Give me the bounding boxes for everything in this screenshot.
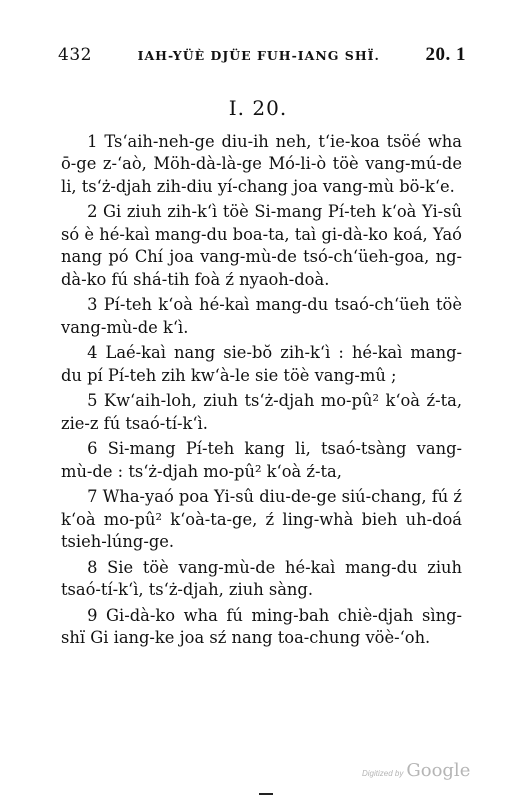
verse-9: 9 Gi-dà-ko wha fú ming-bah chiè-djah sìng-shï Gi iang-ke joa sź nang toa-chung vöè-‘oh. [61,605,462,648]
chapter-reference: 20. 1 [425,44,466,65]
page-number: 432 [58,45,92,65]
verse-list [61,131,462,653]
verse-4: 4 Laé-kaì nang sie-bŏ zih-k‘ì : hé-kaì mang-du pí Pí-teh zih kw‘à-le sie töè vang-mû ; [61,343,462,385]
watermark-prefix: Digitized by [362,769,404,778]
verse-6: 6 Si-mang Pí-teh kang li, tsaó-tsàng vang-mù-de : ts‘ż-djah mo-pû² k‘oà ź-ta, [61,439,462,481]
watermark-brand: Google [406,760,471,781]
page-header [58,44,466,72]
verse-2: 2 Gi ziuh zih-k‘ì töè Si-mang Pí-teh k‘oà Yi-sû só è hé-kaì mang-du boa-ta, taì gi-dà-ko koá, Yaó nang pó Chí joa vang-mù-de tsó-ch‘üeh-goa, ng-dà-ko fú shá-tih foà ź nyaoh-doà. [61,202,462,289]
google-watermark [362,760,470,781]
verse-5: 5 Kw‘aih-loh, ziuh ts‘ż-djah mo-pû² k‘oà ź-ta, zie-z fú tsaó-tí-k‘ì. [61,391,462,433]
verse-1: 1 Ts‘aih-neh-ge diu-ih neh, t‘ie-koa tsöé wha ō-ge z-‘aò, Möh-dà-là-ge Mó-li-ò töè vang-mú-de li, ts‘ż-djah zih-diu yí-chang joa vang-mù bö-k‘e. [61,132,462,196]
running-title: IAH-YÜÈ DJÜE FUH-IANG SHÏ. [137,48,380,63]
verse-7: 7 Wha-yaó poa Yi-sû diu-de-ge siú-chang, fú ź k‘oà mo-pû² k‘oà-ta-ge, ź ling-whà bieh uh-doá tsieh-lúng-ge. [61,487,463,552]
chapter-heading: I. 20. [228,96,288,120]
bottom-dash-mark [259,793,273,795]
verse-8: 8 Sie töè vang-mù-de hé-kaì mang-du ziuh tsaó-tí-k‘ì, ts‘ż-djah, ziuh sàng. [61,557,462,600]
verse-3: 3 Pí-teh k‘oà hé-kaì mang-du tsaó-ch‘üeh töè vang-mù-de k‘ì. [61,295,462,337]
